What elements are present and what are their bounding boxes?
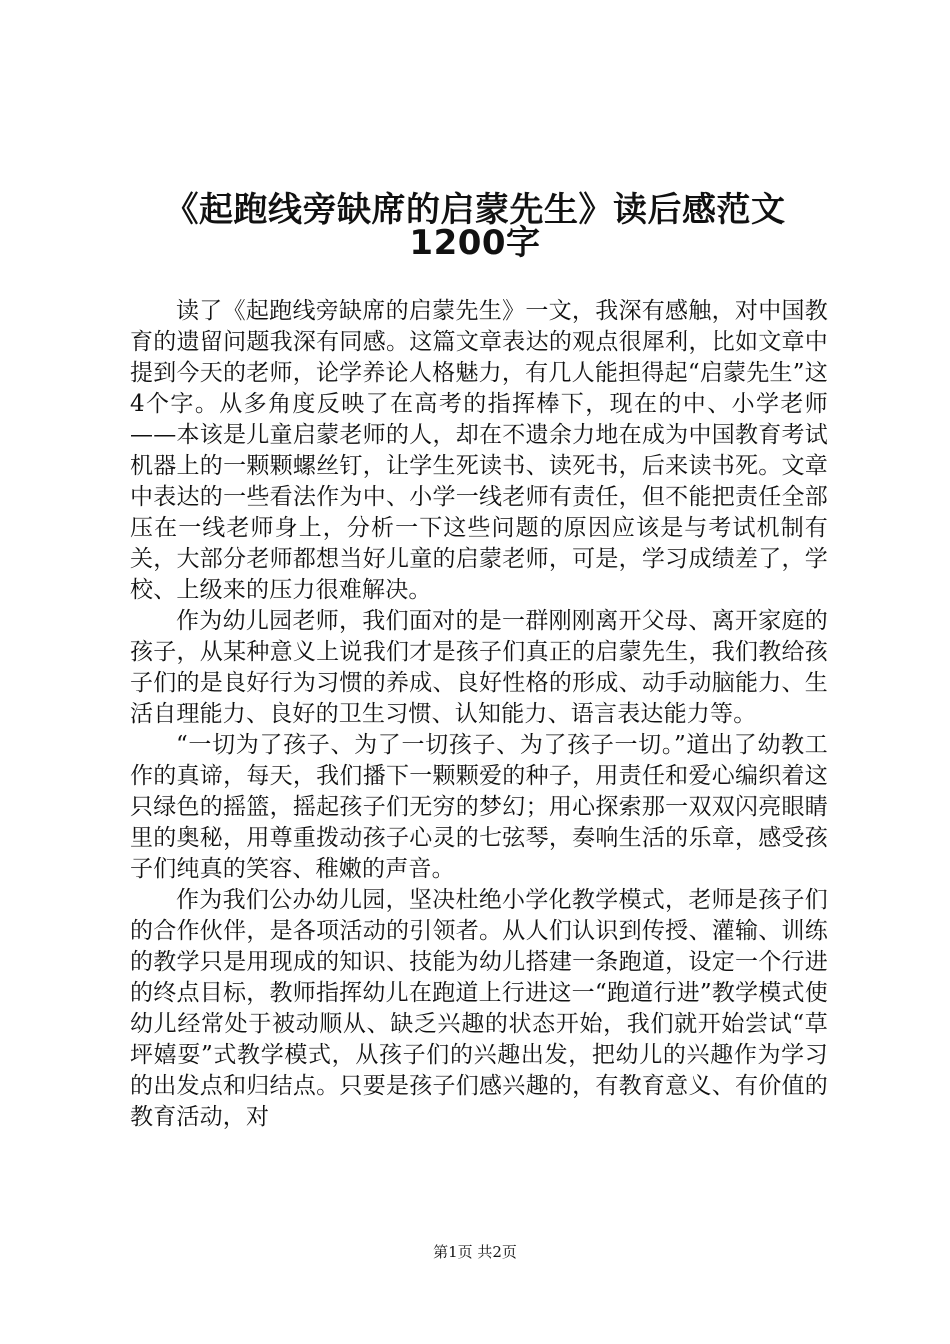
paragraph: 作为我们公办幼儿园，坚决杜绝小学化教学模式，老师是孩子们的合作伙伴，是各项活动的引领者。从人们认识到传授、灌输、训练的教学只是用现成的知识、技能为幼儿搭建一条跑道，设定一个行进的终点目标，教师指挥幼儿在跑道上行进这一“跑道行进”教学模式使幼儿经常处于被动顺从、缺乏兴趣的状态开始，我们就开始尝试“草坪嬉耍”式教学模式，从孩子们的兴趣出发，把幼儿的兴趣作为学习的出发点和归结点。只要是孩子们感兴趣的，有教育意义、有价值的教育活动，对 [130, 887, 828, 1130]
paragraph: 读了《起跑线旁缺席的启蒙先生》一文，我深有感触，对中国教育的遗留问题我深有同感。这篇文章表达的观点很犀利，比如文章中提到今天的老师，论学养论人格魅力，有几人能担得起“启蒙先生”这4个字。从多角度反映了在高考的指挥棒下，现在的中、小学老师——本该是儿童启蒙老师的人，却在不遗余力地在成为中国教育考试机器上的一颗颗螺丝钉，让学生死读书、读死书，后来读书死。文章中表达的一些看法作为中、小学一线老师有责任，但不能把责任全部压在一线老师身上，分析一下这些问题的原因应该是与考试机制有关，大部分老师都想当好儿童的启蒙老师，可是，学习成绩差了，学校、上级来的压力很难解决。 [130, 298, 828, 603]
document-title: 《起跑线旁缺席的启蒙先生》读后感范文 [164, 190, 786, 230]
paragraph: 作为幼儿园老师，我们面对的是一群刚刚离开父母、离开家庭的孩子，从某种意义上说我们才是孩子们真正的启蒙先生，我们教给孩子们的是良好行为习惯的养成、良好性格的形成、动手动脑能力、生活自理能力、良好的卫生习惯、认知能力、语言表达能力等。 [130, 608, 828, 727]
document-body [130, 296, 828, 1133]
page-number-footer: 第1页 共2页 [433, 1243, 517, 1261]
document-title-word-count: 1200字 [409, 223, 541, 263]
paragraph: “一切为了孩子、为了一切孩子、为了孩子一切。”道出了幼教工作的真谛，每天，我们播下一颗颗爱的种子，用责任和爱心编织着这只绿色的摇篮，摇起孩子们无穷的梦幻；用心探索那一双双闪亮眼睛里的奥秘，用尊重拨动孩子心灵的七弦琴，奏响生活的乐章，感受孩子们纯真的笑容、稚嫩的声音。 [130, 732, 828, 882]
